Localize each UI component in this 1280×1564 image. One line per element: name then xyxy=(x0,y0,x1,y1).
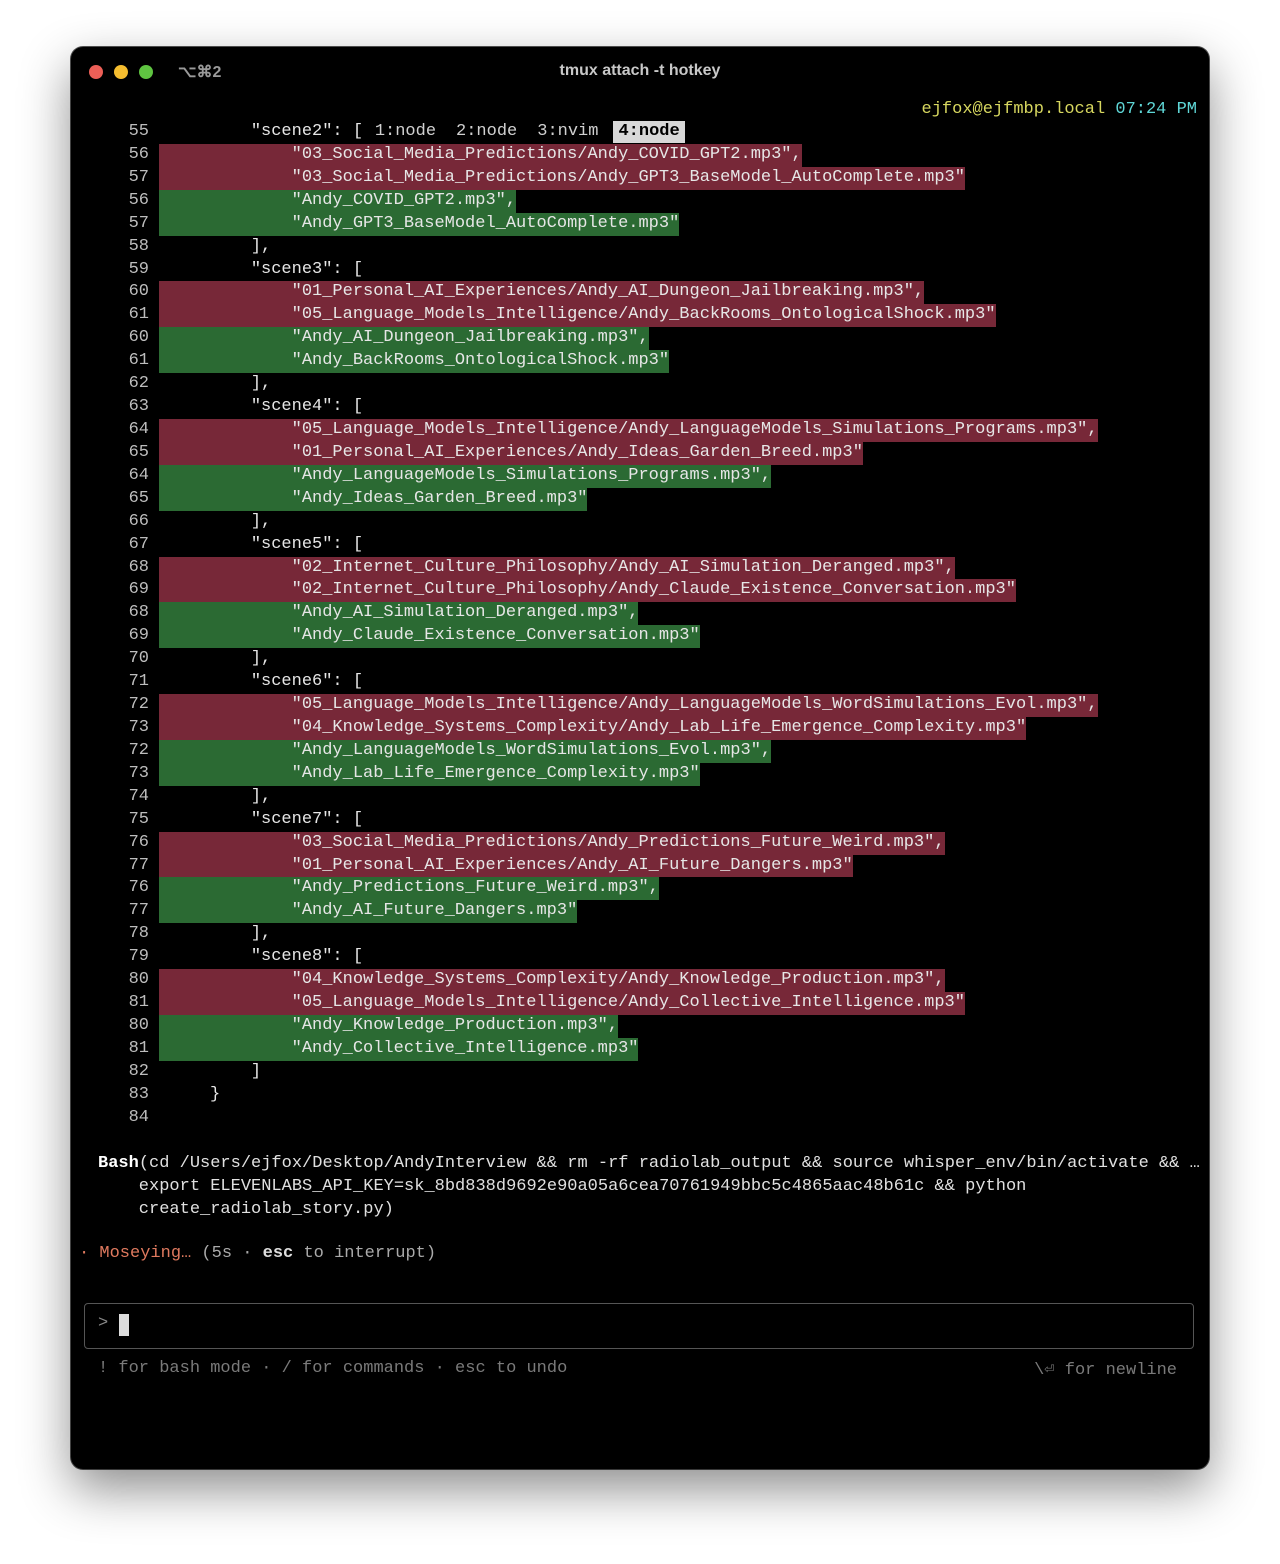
line-text: "scene8": [ xyxy=(159,947,364,967)
terminal-window xyxy=(71,47,1209,1469)
line-text: "05_Language_Models_Intelligence/Andy_BackRooms_OntologicalShock.mp3" xyxy=(159,304,996,327)
diff-row xyxy=(71,1107,1209,1130)
line-text: "Andy_Claude_Existence_Conversation.mp3" xyxy=(159,625,700,648)
diff-row-added xyxy=(71,488,1209,511)
line-text: ], xyxy=(159,649,272,669)
bash-tool-call xyxy=(98,1152,1200,1221)
line-text: "05_Language_Models_Intelligence/Andy_LanguageModels_WordSimulations_Evol.mp3", xyxy=(159,694,1098,717)
newline-hint: \⏎ for newline xyxy=(1034,1361,1177,1380)
line-text: ] xyxy=(159,1061,262,1081)
diff-row-added xyxy=(71,877,1209,900)
title-bar xyxy=(71,47,1209,97)
line-text: ], xyxy=(159,511,272,531)
diff-row xyxy=(71,259,1209,282)
diff-row-added xyxy=(71,740,1209,763)
line-number: 69 xyxy=(128,626,149,646)
diff-row-deleted xyxy=(71,992,1209,1015)
line-text: "03_Social_Media_Predictions/Andy_GPT3_BaseModel_AutoComplete.mp3" xyxy=(159,167,965,190)
line-number: 83 xyxy=(128,1084,149,1104)
diff-row xyxy=(71,671,1209,694)
line-text: "scene4": [ xyxy=(159,397,364,417)
spinner-icon: · xyxy=(79,1244,90,1263)
diff-row xyxy=(71,121,1209,144)
line-number: 70 xyxy=(128,649,149,669)
line-text: "scene7": [ xyxy=(159,809,364,829)
line-text: "01_Personal_AI_Experiences/Andy_AI_Dungeon_Jailbreaking.mp3", xyxy=(159,281,924,304)
line-text: "Andy_GPT3_BaseModel_AutoComplete.mp3" xyxy=(159,213,679,236)
line-text: "Andy_AI_Dungeon_Jailbreaking.mp3", xyxy=(159,327,649,350)
status-key: esc xyxy=(262,1244,294,1263)
diff-row-deleted xyxy=(71,579,1209,602)
line-number: 77 xyxy=(128,901,149,921)
line-number: 64 xyxy=(128,419,149,439)
diff-row-deleted xyxy=(71,969,1209,992)
progress-status xyxy=(79,1244,436,1263)
line-text: ], xyxy=(159,924,272,944)
line-number: 81 xyxy=(128,1038,149,1058)
line-text: } xyxy=(159,1084,221,1104)
bash-command-line-2: export ELEVENLABS_API_KEY=sk_8bd838d9692e90a05a6cea70761949bbc5c4865aac48b61c && python xyxy=(98,1177,1027,1196)
line-text: "scene3": [ xyxy=(159,259,364,279)
line-text: "01_Personal_AI_Experiences/Andy_Ideas_Garden_Breed.mp3" xyxy=(159,442,863,465)
line-number: 72 xyxy=(128,695,149,715)
line-number: 56 xyxy=(128,190,149,210)
line-text: "Andy_AI_Future_Dangers.mp3" xyxy=(159,900,577,923)
line-number: 67 xyxy=(128,534,149,554)
diff-row-deleted xyxy=(71,557,1209,580)
diff-row-added xyxy=(71,190,1209,213)
bash-command-line-3: create_radiolab_story.py) xyxy=(98,1200,394,1219)
line-number: 79 xyxy=(128,947,149,967)
diff-row xyxy=(71,373,1209,396)
line-text: "05_Language_Models_Intelligence/Andy_Collective_Intelligence.mp3" xyxy=(159,992,965,1015)
line-text: "Andy_AI_Simulation_Deranged.mp3", xyxy=(159,602,638,625)
status-hint: to interrupt) xyxy=(293,1244,437,1263)
line-number: 72 xyxy=(128,740,149,760)
line-number: 62 xyxy=(128,374,149,394)
text-cursor xyxy=(119,1314,129,1336)
bash-label: Bash xyxy=(98,1154,139,1173)
line-text: "Andy_Collective_Intelligence.mp3" xyxy=(159,1038,638,1061)
line-number: 75 xyxy=(128,809,149,829)
line-text: "05_Language_Models_Intelligence/Andy_LanguageModels_Simulations_Programs.mp3", xyxy=(159,419,1098,442)
line-text: ], xyxy=(159,786,272,806)
input-hints: ! for bash mode · / for commands · esc to undo xyxy=(98,1359,568,1378)
diff-row xyxy=(71,396,1209,419)
tmux-tab-1[interactable]: 1:node xyxy=(374,122,437,141)
diff-row xyxy=(71,534,1209,557)
tmux-tab-4-active[interactable]: 4:node xyxy=(613,121,684,143)
diff-row-deleted xyxy=(71,167,1209,190)
diff-row xyxy=(71,648,1209,671)
status-elapsed: (5s · xyxy=(191,1244,263,1263)
line-number: 84 xyxy=(128,1107,149,1127)
line-number: 63 xyxy=(128,397,149,417)
diff-row-added xyxy=(71,213,1209,236)
line-number: 68 xyxy=(128,603,149,623)
hostname: ejfox@ejfmbp.local xyxy=(921,100,1106,119)
tmux-tab-2[interactable]: 2:node xyxy=(456,122,518,141)
diff-row xyxy=(71,1061,1209,1084)
diff-row xyxy=(71,236,1209,259)
diff-row-deleted xyxy=(71,717,1209,740)
diff-row-added xyxy=(71,625,1209,648)
line-number: 60 xyxy=(128,328,149,348)
line-number: 66 xyxy=(128,511,149,531)
tmux-status-right xyxy=(922,99,1197,121)
line-number: 74 xyxy=(128,786,149,806)
line-text: "scene5": [ xyxy=(159,534,364,554)
line-number: 58 xyxy=(128,236,149,256)
diff-row-added xyxy=(71,763,1209,786)
prompt-input[interactable] xyxy=(84,1303,1194,1349)
line-number: 80 xyxy=(128,1015,149,1035)
line-number: 73 xyxy=(128,717,149,737)
line-number: 59 xyxy=(128,259,149,279)
diff-row xyxy=(71,946,1209,969)
diff-view xyxy=(71,121,1209,1130)
line-number: 57 xyxy=(128,167,149,187)
diff-row-deleted xyxy=(71,855,1209,878)
window-title: tmux attach -t hotkey xyxy=(559,62,721,79)
line-text: "03_Social_Media_Predictions/Andy_COVID_GPT2.mp3", xyxy=(159,144,802,167)
clock: 07:24 PM xyxy=(1115,100,1197,119)
line-number: 56 xyxy=(128,144,149,164)
diff-row-added xyxy=(71,327,1209,350)
line-text: "Andy_LanguageModels_Simulations_Programs.mp3", xyxy=(159,465,771,488)
line-text: "Andy_Knowledge_Production.mp3", xyxy=(159,1015,618,1038)
diff-row-deleted xyxy=(71,442,1209,465)
line-number: 69 xyxy=(128,580,149,600)
line-number: 65 xyxy=(128,488,149,508)
line-number: 78 xyxy=(128,924,149,944)
diff-row xyxy=(71,786,1209,809)
line-number: 81 xyxy=(128,993,149,1013)
window-shortcut: ⌥⌘2 xyxy=(178,64,222,81)
diff-row-deleted xyxy=(71,832,1209,855)
line-number: 77 xyxy=(128,855,149,875)
line-number: 55 xyxy=(128,122,149,141)
line-number: 61 xyxy=(128,305,149,325)
line-number: 65 xyxy=(128,442,149,462)
line-number: 80 xyxy=(128,970,149,990)
line-number: 76 xyxy=(128,832,149,852)
diff-row-deleted xyxy=(71,419,1209,442)
line-text: "Andy_Lab_Life_Emergence_Complexity.mp3" xyxy=(159,763,700,786)
line-text: "02_Internet_Culture_Philosophy/Andy_AI_Simulation_Deranged.mp3", xyxy=(159,557,955,580)
line-text: "03_Social_Media_Predictions/Andy_Predictions_Future_Weird.mp3", xyxy=(159,832,945,855)
line-text: "Andy_BackRooms_OntologicalShock.mp3" xyxy=(159,350,669,373)
prompt-chevron: > xyxy=(98,1314,109,1333)
line-text: "Andy_COVID_GPT2.mp3", xyxy=(159,190,516,213)
line-number: 60 xyxy=(128,282,149,302)
line-number: 76 xyxy=(128,878,149,898)
tmux-tab-3[interactable]: 3:nvim xyxy=(537,122,599,141)
diff-row xyxy=(71,1084,1209,1107)
line-text: ], xyxy=(159,236,272,256)
diff-row-deleted xyxy=(71,304,1209,327)
diff-row-added xyxy=(71,465,1209,488)
line-text: "01_Personal_AI_Experiences/Andy_AI_Future_Dangers.mp3" xyxy=(159,855,853,878)
line-number: 71 xyxy=(128,672,149,692)
line-text: "04_Knowledge_Systems_Complexity/Andy_Knowledge_Production.mp3", xyxy=(159,969,945,992)
line-text: "02_Internet_Culture_Philosophy/Andy_Claude_Existence_Conversation.mp3" xyxy=(159,579,1016,602)
diff-row xyxy=(71,511,1209,534)
line-text: "04_Knowledge_Systems_Complexity/Andy_Lab_Life_Emergence_Complexity.mp3" xyxy=(159,717,1026,740)
diff-row xyxy=(71,923,1209,946)
line-number: 73 xyxy=(128,763,149,783)
line-text: "scene2": [ xyxy=(159,122,364,141)
diff-row-added xyxy=(71,1038,1209,1061)
line-number: 61 xyxy=(128,351,149,371)
line-text: "scene6": [ xyxy=(159,672,364,692)
diff-row xyxy=(71,809,1209,832)
diff-row-deleted xyxy=(71,281,1209,304)
diff-row-deleted xyxy=(71,144,1209,167)
bash-command-line-1: (cd /Users/ejfox/Desktop/AndyInterview && rm -rf radiolab_output && source whisper_env/bin/activate && … xyxy=(138,1154,1200,1173)
diff-row-added xyxy=(71,602,1209,625)
line-number: 82 xyxy=(128,1061,149,1081)
line-number: 57 xyxy=(128,213,149,233)
diff-row-added xyxy=(71,1015,1209,1038)
line-text: "Andy_Predictions_Future_Weird.mp3", xyxy=(159,877,659,900)
line-text: "Andy_Ideas_Garden_Breed.mp3" xyxy=(159,488,587,511)
line-number: 68 xyxy=(128,557,149,577)
line-text: "Andy_LanguageModels_WordSimulations_Evol.mp3", xyxy=(159,740,771,763)
diff-row-added xyxy=(71,350,1209,373)
line-text: ], xyxy=(159,374,272,394)
diff-row-added xyxy=(71,900,1209,923)
line-number: 64 xyxy=(128,465,149,485)
diff-row-deleted xyxy=(71,694,1209,717)
status-label: Moseying… xyxy=(99,1244,192,1263)
